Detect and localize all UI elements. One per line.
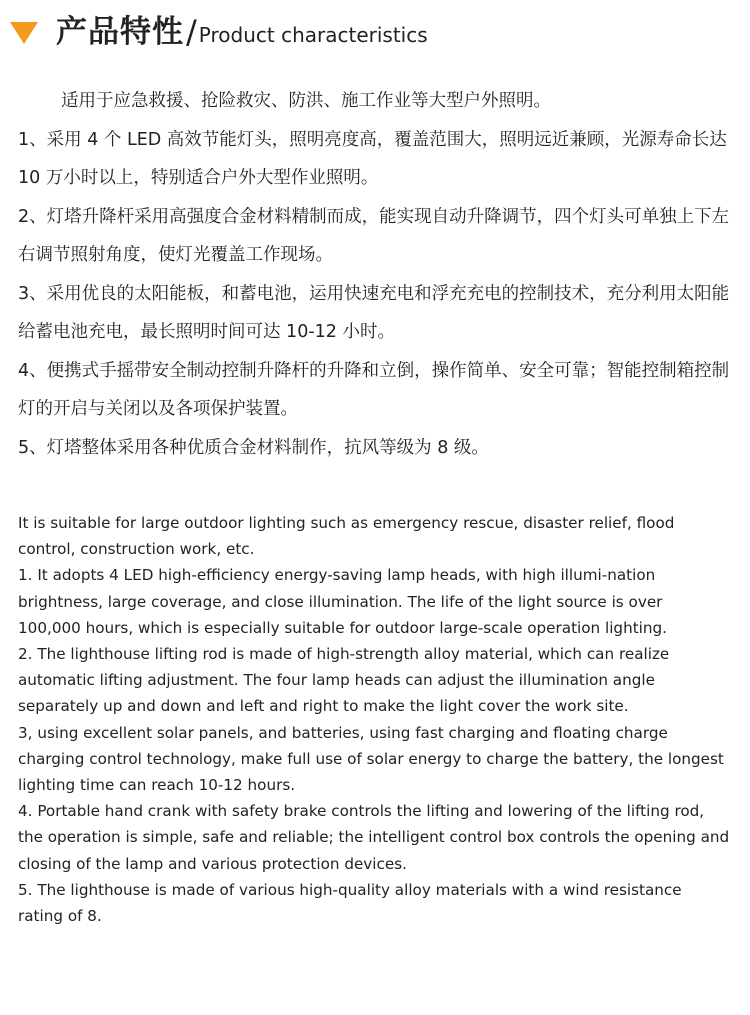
title-separator: / [186,13,197,51]
section-title-english: Product characteristics [198,23,428,47]
english-item-1: 1. It adopts 4 LED high-efficiency energy-saving lamp heads, with high illumi-nation brightness, large coverage, and close illumination. The life of the light source is over 100,000 hours, which is especially suitable for outdoor large-scale operation lighting. [18,566,667,637]
triangle-down-icon [10,22,38,44]
chinese-item-5: 5、灯塔整体采用各种优质合金材料制作，抗风等级为 8 级。 [18,437,489,458]
english-item-5: 5. The lighthouse is made of various high-quality alloy materials with a wind resistance rating of 8. [18,880,682,926]
chinese-item-3: 3、采用优良的太阳能板，和蓄电池，运用快速充电和浮充充电的控制技术，充分利用太阳能给蓄电池充电，最长照明时间可达 10-12 小时。 [18,283,730,342]
chinese-intro: 适用于应急救援、抢险救灾、防洪、施工作业等大型户外照明。 [61,91,551,111]
english-item-3: 3, using excellent solar panels, and batteries, using fast charging and floating charge charging control technology, make full use of solar energy to charge the battery, the longest lighting time can reach 10-12 hours. [18,723,724,795]
chinese-description [18,82,730,467]
chinese-item-4: 4、便携式手摇带安全制动控制升降杆的升降和立倒，操作简单、安全可靠；智能控制箱控制灯的开启与关闭以及各项保护装置。 [18,360,730,419]
chinese-item-1: 1、采用 4 个 LED 高效节能灯头，照明亮度高，覆盖范围大，照明远近兼顾，光源寿命长达 10 万小时以上，特别适合户外大型作业照明。 [18,129,727,188]
chinese-item-2: 2、灯塔升降杆采用高强度合金材料精制而成，能实现自动升降调节，四个灯头可单独上下左右调节照射角度，使灯光覆盖工作现场。 [18,206,730,265]
english-intro: It is suitable for large outdoor lighting such as emergency rescue, disaster relief, flood control, construction work, etc. [18,514,675,559]
section-header [10,8,428,52]
english-description [18,510,730,929]
english-item-4: 4. Portable hand crank with safety brake controls the lifting and lowering of the lifting rod, the operation is simple, safe and reliable; the intelligent control box controls the opening and closing of the lamp and various protection devices. [18,802,730,873]
section-title-chinese: 产品特性 [56,14,184,50]
english-item-2: 2. The lighthouse lifting rod is made of high-strength alloy material, which can realize automatic lifting adjustment. The four lamp heads can adjust the illumination angle separately up and down and left and right to make the light cover the work site. [18,645,670,716]
